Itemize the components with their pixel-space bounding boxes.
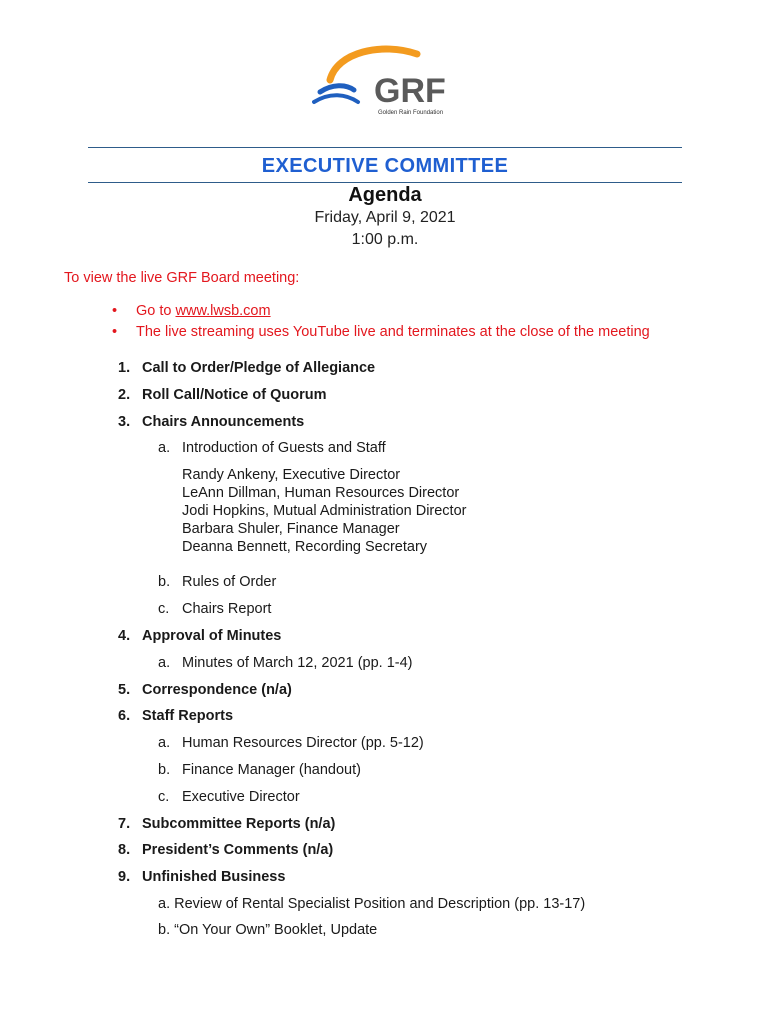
grf-logo-mark [312,40,467,120]
item-number: 2. [118,387,131,403]
agenda-item-6b [158,762,361,778]
item-letter: c. [158,601,170,617]
agenda-item-3a [158,440,386,456]
staff-member: Jodi Hopkins, Mutual Administration Director [182,503,467,519]
staff-member: Randy Ankeny, Executive Director [182,467,401,483]
item-text: Rules of Order [182,574,277,590]
item-letter: a. [158,440,171,456]
agenda-item-3b [158,574,276,590]
meeting-date: Friday, April 9, 2021 [314,209,456,226]
live-view-intro: To view the live GRF Board meeting: [64,270,300,286]
item-text: Human Resources Director (pp. 5-12) [182,735,424,751]
bullet-item [112,322,650,343]
item-number: 6. [118,708,131,724]
item-number: 7. [118,816,131,832]
item-text: Minutes of March 12, 2021 (pp. 1-4) [182,655,413,671]
agenda-item-3c [158,601,271,617]
agenda-title: Agenda [348,184,422,206]
item-letter: b. [158,762,171,778]
item-text: Chairs Report [182,601,272,617]
item-text: Approval of Minutes [142,628,282,644]
live-view-bullets [112,301,650,343]
item-text: Call to Order/Pledge of Allegiance [142,360,376,376]
header-rule-bottom [88,182,682,183]
agenda-item-9 [118,869,285,885]
item-letter: b. [158,574,171,590]
item-letter: a. [158,735,171,751]
agenda-item-9a: a. Review of Rental Specialist Position and Description (pp. 13-17) [158,896,586,912]
staff-member: Deanna Bennett, Recording Secretary [182,539,428,555]
agenda-item-6c [158,789,300,805]
agenda-item-8 [118,842,333,858]
bullet-text: The live streaming uses YouTube live and terminates at the close of the meeting [136,324,650,340]
item-text: Executive Director [182,789,300,805]
item-text: President’s Comments (n/a) [142,842,334,858]
committee-title: EXECUTIVE COMMITTEE [261,155,509,177]
logo-wordmark: GRF [374,72,446,110]
header-rule-top [88,147,682,148]
agenda-item-4a [158,655,413,671]
bullet-dot-icon: • [112,303,118,319]
agenda-item-9b: b. “On Your Own” Booklet, Update [158,922,378,938]
staff-member: Barbara Shuler, Finance Manager [182,521,400,537]
agenda-item-7 [118,816,335,832]
item-number: 5. [118,682,131,698]
item-letter: c. [158,789,170,805]
item-text: Subcommittee Reports (n/a) [142,816,336,832]
lwsb-link[interactable]: www.lwsb.com [175,303,271,319]
meeting-time: 1:00 p.m. [351,231,419,248]
grf-logo [312,40,467,130]
staff-member: LeAnn Dillman, Human Resources Director [182,485,460,501]
item-text: Roll Call/Notice of Quorum [142,387,327,403]
agenda-item-1 [118,360,375,376]
agenda-item-6a [158,735,424,751]
item-text: Correspondence (n/a) [142,682,292,698]
item-text: Staff Reports [142,708,234,724]
logo-tagline: Golden Rain Foundation [378,110,444,116]
bullet-item [112,301,650,322]
item-text: Chairs Announcements [142,414,305,430]
item-letter: a. [158,655,171,671]
item-number: 1. [118,360,131,376]
agenda-item-6 [118,708,233,724]
bullet-prefix: Go to [136,303,176,319]
item-number: 9. [118,869,131,885]
item-number: 8. [118,842,131,858]
agenda-item-5 [118,682,292,698]
agenda-item-3 [118,414,304,430]
bullet-dot-icon: • [112,324,118,340]
agenda-item-4 [118,628,281,644]
agenda-item-2 [118,387,326,403]
item-number: 4. [118,628,131,644]
item-text: Finance Manager (handout) [182,762,361,778]
item-text: Introduction of Guests and Staff [182,440,386,456]
item-number: 3. [118,414,131,430]
item-text: Unfinished Business [142,869,286,885]
staff-list [182,466,466,556]
